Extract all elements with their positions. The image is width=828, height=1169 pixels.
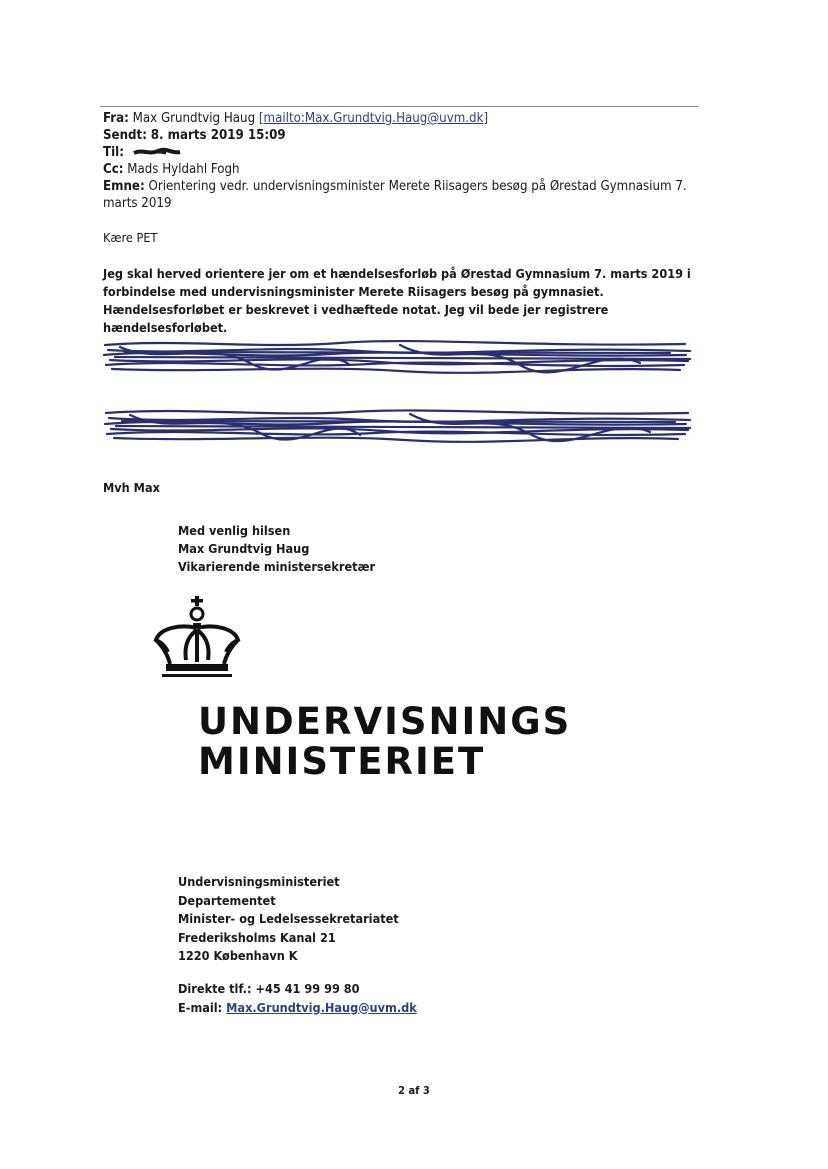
address-line-3: Minister- og Ledelsessekretariatet <box>178 911 399 926</box>
to-redaction <box>132 147 182 157</box>
crown-icon <box>150 594 246 684</box>
signature-block <box>178 522 375 576</box>
email-label: E-mail: <box>178 999 223 1015</box>
contact-block <box>178 980 417 1017</box>
body-paragraph: Jeg skal herved orientere jer om et hændelsesforløb på Ørestad Gymnasium 7. marts 2019 i forbindelse med undervisningsminister Merete Riisagers besøg på gymnasiet. Hændelsesforløbet er beskrevet i vedhæftede notat. Jeg vil bede jer registrere hændelsesforløbet. <box>103 266 691 335</box>
sent-row <box>103 127 703 144</box>
signature-title: Vikarierende ministersekretær <box>178 559 376 574</box>
subject-row <box>103 178 703 212</box>
signature-name: Max Grundtvig Haug <box>178 541 310 556</box>
email-link[interactable]: Max.Grundtvig.Haug@uvm.dk <box>226 999 417 1015</box>
sent-label: Sendt: <box>103 128 147 143</box>
to-label: Til: <box>103 145 124 160</box>
cc-label: Cc: <box>103 162 124 177</box>
signature-line-1: Med venlig hilsen <box>178 523 291 538</box>
address-line-4: Frederiksholms Kanal 21 <box>178 929 336 945</box>
from-name: Max Grundtvig Haug <box>132 111 256 126</box>
header-divider <box>100 106 698 107</box>
address-line-2: Departementet <box>178 892 276 908</box>
redaction-scribble-2 <box>100 403 700 448</box>
sent-value: 8. marts 2019 15:09 <box>150 128 286 143</box>
address-line-1: Undervisningsministeriet <box>178 874 340 889</box>
subject-label: Emne: <box>103 179 145 194</box>
address-line-5: 1220 København K <box>178 948 298 963</box>
cc-row <box>103 161 703 178</box>
greeting: Kære PET <box>103 230 158 245</box>
cc-value: Mads Hyldahl Fogh <box>127 162 240 177</box>
ministry-logo-text <box>198 702 571 782</box>
logo-line-1: UNDERVISNINGS <box>198 700 572 743</box>
from-row <box>103 110 703 127</box>
email-header <box>103 110 703 212</box>
from-label: Fra: <box>103 111 129 126</box>
closing: Mvh Max <box>103 480 160 495</box>
redaction-scribble-1 <box>100 335 700 380</box>
logo-line-2: MINISTERIET <box>198 740 486 783</box>
subject-value: Orientering vedr. undervisningsminister Merete Riisagers besøg på Ørestad Gymnasium 7. marts 2019 <box>103 179 687 211</box>
from-mailto-link[interactable]: [mailto:Max.Grundtvig.Haug@uvm.dk] <box>258 111 489 126</box>
page-number: 2 af 3 <box>398 1084 430 1097</box>
address-block <box>178 873 399 966</box>
to-row <box>103 144 703 161</box>
email-line <box>178 999 417 1018</box>
phone-line: Direkte tlf.: +45 41 99 99 80 <box>178 981 360 996</box>
